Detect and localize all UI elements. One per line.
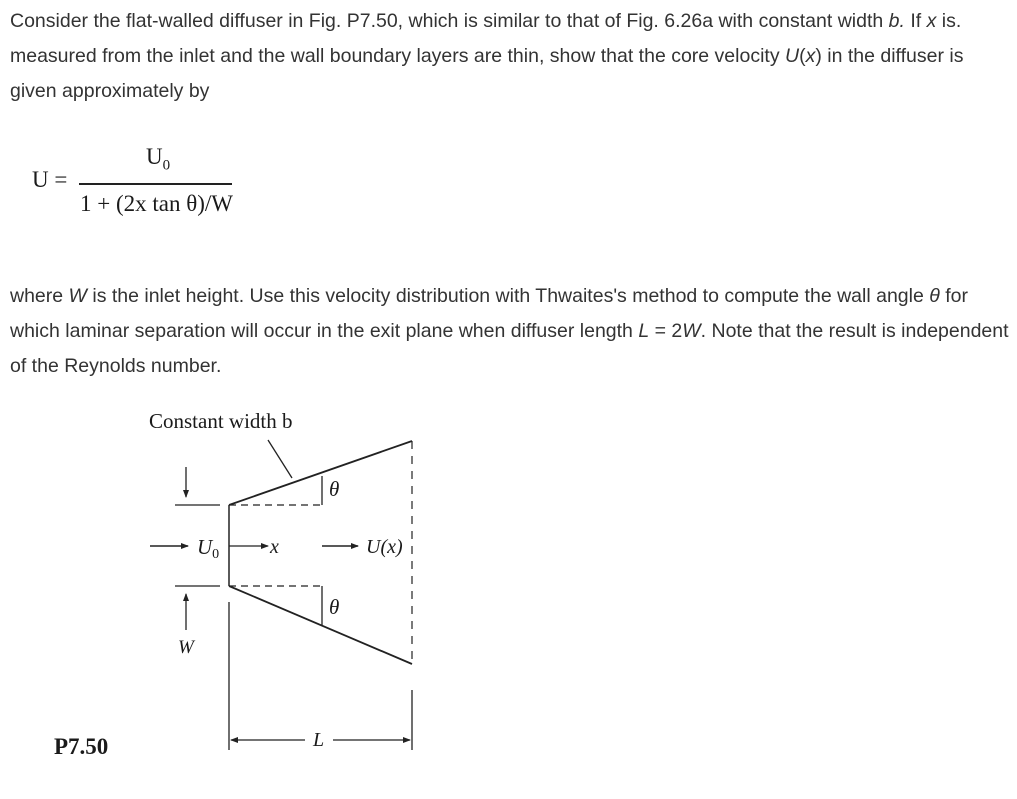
u0-label <box>197 535 219 562</box>
u0-label-subscript: 0 <box>212 547 220 562</box>
para2-var-W2: W <box>682 320 701 342</box>
u0-label-symbol: U <box>197 535 213 559</box>
para1-var-x: x <box>926 10 937 32</box>
upper-wall <box>229 441 412 505</box>
para2-text-5: . Note that the result is independent of the Reynolds number. <box>10 320 1009 377</box>
lower-wall <box>229 586 412 664</box>
para1-var-x2: x <box>805 45 816 67</box>
para2-var-W: W <box>68 285 87 307</box>
para1-var-b: b. <box>888 10 905 32</box>
theta-upper-label: θ <box>329 477 340 501</box>
para1-var-U: U <box>785 45 800 67</box>
equation-lhs: U = <box>32 167 68 192</box>
l-label: L <box>313 729 325 751</box>
para2-var-L: L <box>638 320 650 342</box>
ux-label: U(x) <box>366 536 403 558</box>
para1-text-5: ) in the diffuser is given approximately by <box>10 45 964 102</box>
para1-text-3: is. measured from the inlet and the wall boundary layers are thin, show that the core velocity <box>10 10 962 67</box>
para2-var-theta: θ <box>929 285 940 307</box>
para1-text-4: ( <box>799 45 806 67</box>
figure-width-label: Constant width b <box>149 409 293 433</box>
w-label: W <box>178 637 194 658</box>
para2-text-3: for which laminar separation will occur in the exit plane when diffuser length <box>10 285 969 342</box>
equation-numerator-subscript: 0 <box>162 157 171 174</box>
x-label: x <box>270 536 279 558</box>
para2-text-4: = 2 <box>649 320 683 342</box>
width-leader-line <box>268 440 292 478</box>
figure-caption: P7.50 <box>54 734 109 759</box>
equation-numerator-symbol: U <box>146 144 163 169</box>
para2-text-2: is the inlet height. Use this velocity distribution with Thwaites's method to compute the wall angle <box>86 285 930 307</box>
para1-text-1: Consider the flat-walled diffuser in Fig. P7.50, which is similar to that of Fig. 6.26a with constant width <box>10 10 889 32</box>
para1-text-2: If <box>904 10 927 32</box>
para2-text-1: where <box>10 285 69 307</box>
equation-denominator: 1 + (2x tan θ)/W <box>80 191 234 216</box>
theta-lower-label: θ <box>329 595 340 619</box>
